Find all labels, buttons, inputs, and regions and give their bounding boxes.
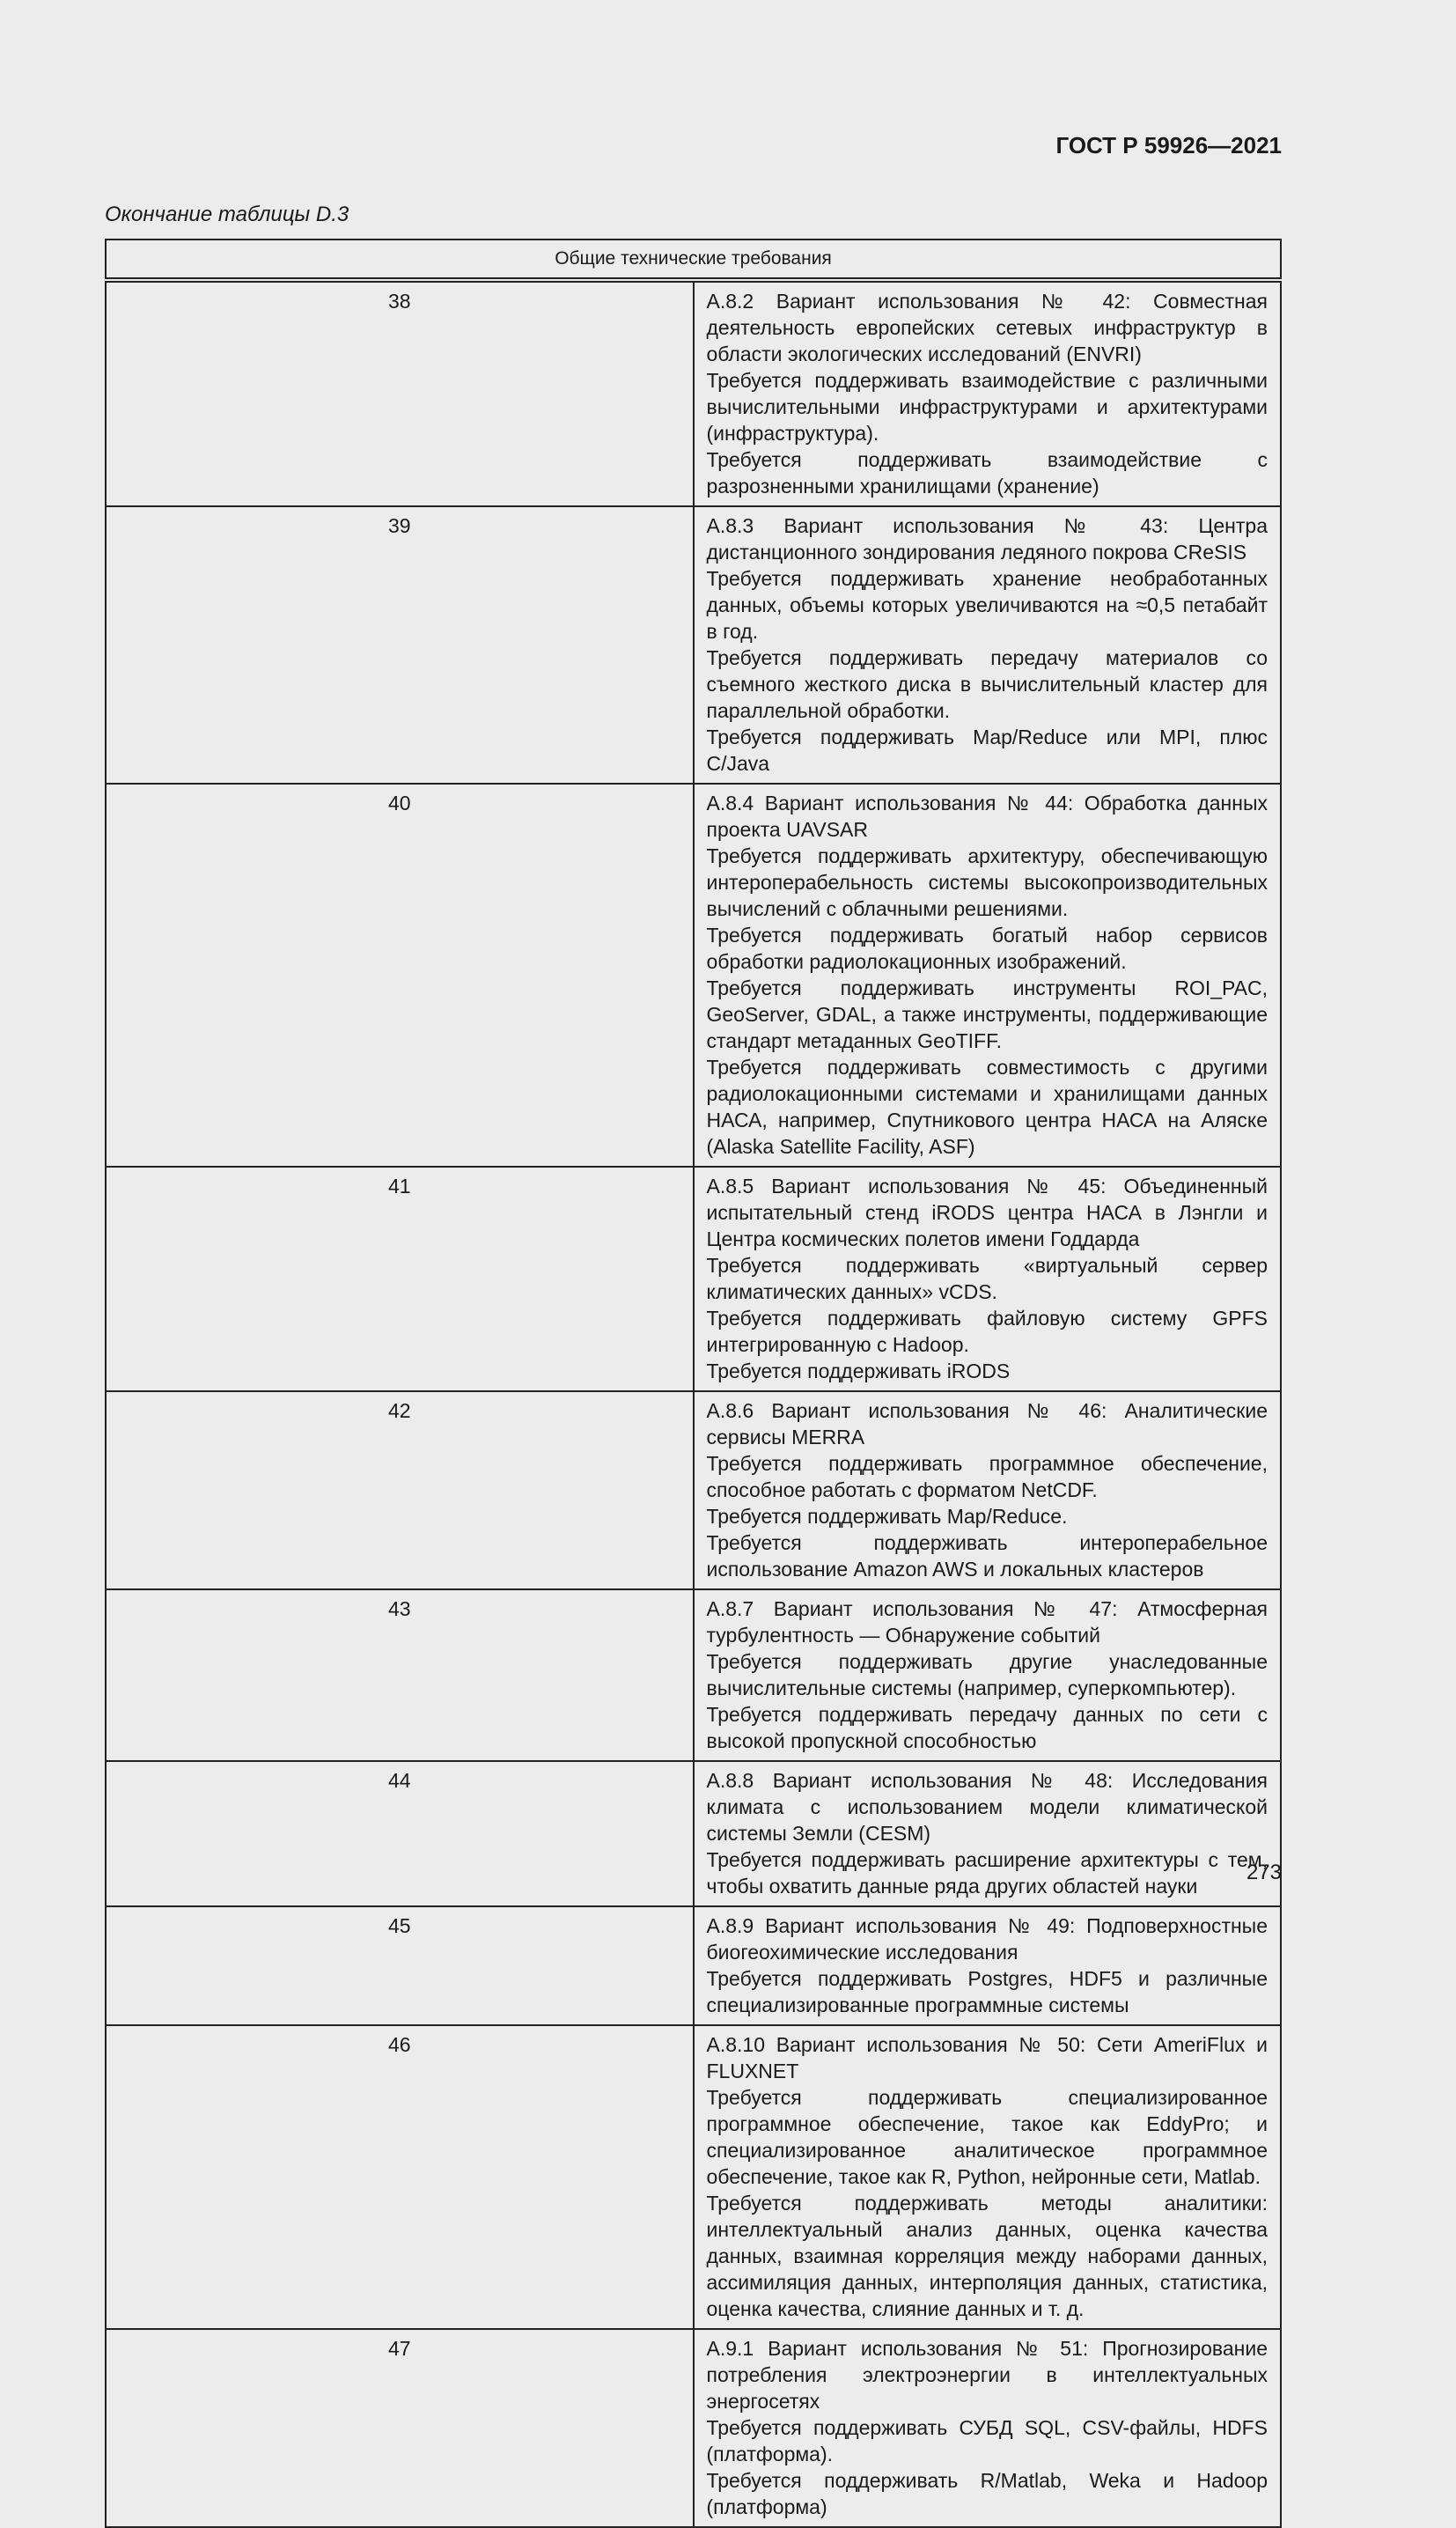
table-caption: Окончание таблицы D.3 bbox=[105, 203, 349, 226]
row-number: 47 bbox=[106, 2329, 694, 2527]
requirement-line: Требуется поддерживать «виртуальный сервер климатических данных» vCDS. bbox=[706, 1254, 1268, 1303]
requirement-line: Требуется поддерживать файловую систему GPFS интегрированную с Hadoop. bbox=[706, 1307, 1268, 1356]
row-number: 43 bbox=[106, 1589, 694, 1761]
requirement-line: Требуется поддерживать расширение архитектуры с тем, чтобы охватить данные ряда других областей науки bbox=[706, 1848, 1268, 1898]
table-head bbox=[106, 240, 1281, 280]
requirement-line: Требуется поддерживать хранение необработанных данных, объемы которых увеличиваются на ≈0,5 петабайт в год. bbox=[706, 567, 1268, 643]
requirement-line: Требуется поддерживать богатый набор сервисов обработки радиолокационных изображений. bbox=[706, 924, 1268, 973]
row-requirements bbox=[694, 784, 1282, 1167]
row-number: 40 bbox=[106, 784, 694, 1167]
table-row bbox=[106, 1906, 1281, 2025]
document-code: ГОСТ Р 59926—2021 bbox=[1055, 132, 1282, 158]
table-row bbox=[106, 2025, 1281, 2329]
requirements-table bbox=[105, 239, 1282, 2528]
requirement-line: Требуется поддерживать взаимодействие с различными вычислительными инфраструктурами и архитектурами (инфраструктура). bbox=[706, 369, 1268, 445]
row-requirements bbox=[694, 1589, 1282, 1761]
requirement-line: Требуется поддерживать совместимость с другими радиолокационными системами и хранилищами данных НАСА, например, Спутникового центра НАСА на Аляске (Alaska Satellite Facility, ASF) bbox=[706, 1056, 1268, 1158]
use-case-title: А.8.2 Вариант использования № 42: Совместная деятельность европейских сетевых инфраструктур в области экологических исследований (ENVRI) bbox=[706, 290, 1268, 365]
requirement-line: Требуется поддерживать Map/Reduce или MPI, плюс C/Java bbox=[706, 726, 1268, 775]
requirement-line: Требуется поддерживать методы аналитики: интеллектуальный анализ данных, оценка качества данных, взаимная корреляция между наборами данных, ассимиляция данных, интерполяция данных, статистика, оценка качества, слияние данных и т. д. bbox=[706, 2192, 1268, 2320]
row-number: 44 bbox=[106, 1761, 694, 1906]
requirement-line: Требуется поддерживать Postgres, HDF5 и различные специализированные программные системы bbox=[706, 1967, 1268, 2016]
row-requirements bbox=[694, 2025, 1282, 2329]
use-case-title: А.8.6 Вариант использования № 46: Аналитические сервисы MERRA bbox=[706, 1399, 1268, 1448]
row-requirements bbox=[694, 1906, 1282, 2025]
table-body bbox=[106, 280, 1281, 2527]
requirement-line: Требуется поддерживать передачу данных по сети с высокой пропускной способностью bbox=[706, 1703, 1268, 1752]
table-row bbox=[106, 1589, 1281, 1761]
use-case-title: А.8.4 Вариант использования № 44: Обработка данных проекта UAVSAR bbox=[706, 792, 1268, 841]
table-row bbox=[106, 1167, 1281, 1391]
table-row bbox=[106, 1761, 1281, 1906]
requirement-line: Требуется поддерживать взаимодействие с разрозненными хранилищами (хранение) bbox=[706, 448, 1268, 497]
row-requirements bbox=[694, 280, 1282, 506]
use-case-title: А.8.3 Вариант использования № 43: Центра дистанционного зондирования ледяного покрова CReSIS bbox=[706, 514, 1268, 564]
requirement-line: Требуется поддерживать архитектуру, обеспечивающую интероперабельность системы высокопроизводительных вычислений с облачными решениями. bbox=[706, 844, 1268, 920]
use-case-title: А.8.5 Вариант использования № 45: Объединенный испытательный стенд iRODS центра НАСА в Лэнгли и Центра космических полетов имени Годдарда bbox=[706, 1175, 1268, 1250]
use-case-title: А.8.8 Вариант использования № 48: Исследования климата с использованием модели климатической системы Земли (CESM) bbox=[706, 1769, 1268, 1845]
row-requirements bbox=[694, 1391, 1282, 1589]
row-requirements bbox=[694, 506, 1282, 784]
requirement-line: Требуется поддерживать передачу материалов со съемного жесткого диска в вычислительный кластер для параллельной обработки. bbox=[706, 646, 1268, 722]
requirement-line: Требуется поддерживать R/Matlab, Weka и Hadoop (платформа) bbox=[706, 2469, 1268, 2518]
row-number: 45 bbox=[106, 1906, 694, 2025]
use-case-title: А.9.1 Вариант использования № 51: Прогнозирование потребления электроэнергии в интеллектуальных энергосетях bbox=[706, 2337, 1268, 2413]
table-row bbox=[106, 280, 1281, 506]
table-header-row bbox=[106, 240, 1281, 280]
row-number: 38 bbox=[106, 280, 694, 506]
requirement-line: Требуется поддерживать интероперабельное использование Amazon AWS и локальных кластеров bbox=[706, 1531, 1268, 1581]
row-requirements bbox=[694, 2329, 1282, 2527]
requirement-line: Требуется поддерживать Map/Reduce. bbox=[706, 1505, 1068, 1528]
row-requirements bbox=[694, 1761, 1282, 1906]
requirement-line: Требуется поддерживать специализированное программное обеспечение, такое как EddyPro; и специализированное аналитическое программное обеспечение, такое как R, Python, нейронные сети, Matlab. bbox=[706, 2086, 1268, 2188]
row-number: 42 bbox=[106, 1391, 694, 1589]
row-requirements bbox=[694, 1167, 1282, 1391]
requirement-line: Требуется поддерживать СУБД SQL, CSV-файлы, HDFS (платформа). bbox=[706, 2416, 1268, 2465]
table-row bbox=[106, 2329, 1281, 2527]
requirement-line: Требуется поддерживать инструменты ROI_PAC, GeoServer, GDAL, а также инструменты, поддерживающие стандарт метаданных GeoTIFF. bbox=[706, 977, 1268, 1052]
requirement-line: Требуется поддерживать программное обеспечение, способное работать с форматом NetCDF. bbox=[706, 1452, 1268, 1501]
table-header-cell: Общие технические требования bbox=[106, 240, 1281, 280]
use-case-title: А.8.10 Вариант использования № 50: Сети AmeriFlux и FLUXNET bbox=[706, 2033, 1268, 2082]
row-number: 46 bbox=[106, 2025, 694, 2329]
table-row bbox=[106, 506, 1281, 784]
requirement-line: Требуется поддерживать другие унаследованные вычислительные системы (например, суперкомпьютер). bbox=[706, 1650, 1268, 1699]
use-case-title: А.8.9 Вариант использования № 49: Подповерхностные биогеохимические исследования bbox=[706, 1914, 1268, 1964]
requirement-line: Требуется поддерживать iRODS bbox=[706, 1360, 1011, 1382]
table-row bbox=[106, 1391, 1281, 1589]
use-case-title: А.8.7 Вариант использования № 47: Атмосферная турбулентность — Обнаружение событий bbox=[706, 1597, 1268, 1647]
row-number: 41 bbox=[106, 1167, 694, 1391]
table-row bbox=[106, 784, 1281, 1167]
row-number: 39 bbox=[106, 506, 694, 784]
page-number: 273 bbox=[1246, 1861, 1282, 1884]
